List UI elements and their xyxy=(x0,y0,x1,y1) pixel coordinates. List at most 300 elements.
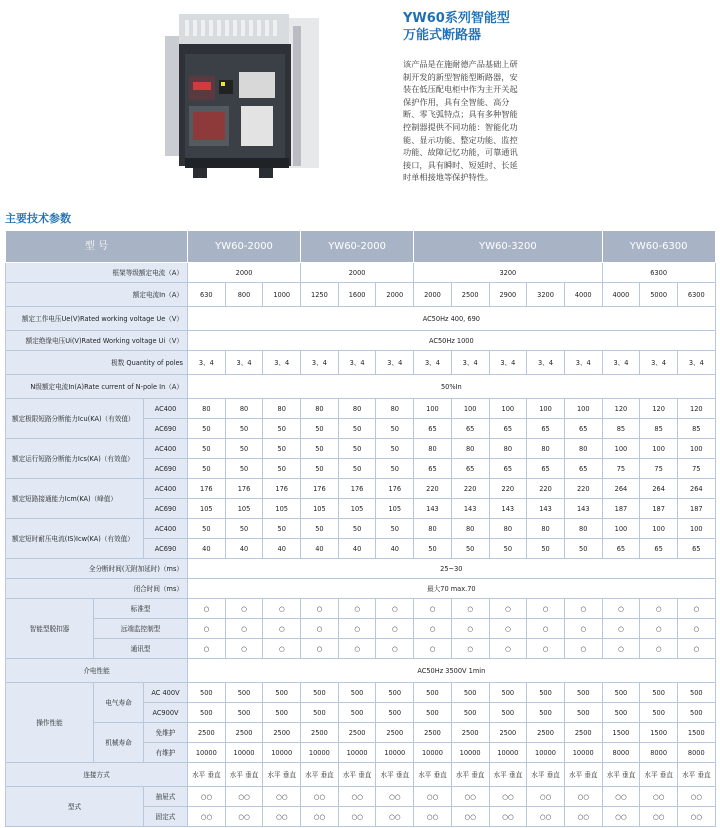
mechanical-life-cell: 10000 xyxy=(225,743,263,763)
trip-unit-cell: ○ xyxy=(527,619,565,639)
mechanical-life-cell: 2500 xyxy=(263,723,301,743)
poles-cell: 3、4 xyxy=(414,351,452,375)
trip-unit-cell: ○ xyxy=(225,639,263,659)
trip-unit-cell: ○ xyxy=(451,619,489,639)
icw-cell: 50 xyxy=(188,519,226,539)
icm-cell: 176 xyxy=(188,479,226,499)
type-cell: ○○ xyxy=(451,787,489,807)
type-cell: ○○ xyxy=(301,807,339,827)
icm-cell: 105 xyxy=(188,499,226,519)
mechanical-life-cell: 2500 xyxy=(338,723,376,743)
icw-cell: 50 xyxy=(489,539,527,559)
close-time-value: 最大70 max.70 xyxy=(188,579,716,599)
trip-unit-cell: ○ xyxy=(414,619,452,639)
mechanical-life-cell: 1500 xyxy=(640,723,678,743)
icw-cell: 65 xyxy=(677,539,715,559)
rated-current-cell: 1600 xyxy=(338,283,376,307)
electrical-life-cell: 500 xyxy=(225,703,263,723)
poles-cell: 3、4 xyxy=(564,351,602,375)
type-cell: ○○ xyxy=(188,807,226,827)
icm-cell: 220 xyxy=(489,479,527,499)
mechanical-life-cell: 8000 xyxy=(640,743,678,763)
icu-cell: 80 xyxy=(376,399,414,419)
frame-current-row xyxy=(6,263,716,283)
trip-unit-cell: ○ xyxy=(263,599,301,619)
mechanical-life-cell: 10000 xyxy=(263,743,301,763)
circuit-breaker-photo xyxy=(163,6,327,182)
icu-cell: 50 xyxy=(301,419,339,439)
ics-cell: 65 xyxy=(564,459,602,479)
icw-cell: 100 xyxy=(640,519,678,539)
n-pole-row xyxy=(6,375,716,399)
break-time-value: 25~30 xyxy=(188,559,716,579)
type-cell: ○○ xyxy=(677,787,715,807)
electrical-life-cell: 500 xyxy=(564,683,602,703)
product-title-line2: 万能式断路器 xyxy=(403,28,482,43)
rated-current-cell: 1000 xyxy=(263,283,301,307)
icm-cell: 105 xyxy=(225,499,263,519)
icu-row xyxy=(6,399,716,419)
icu-voltage: AC400 xyxy=(144,399,188,419)
type-cell: ○○ xyxy=(376,807,414,827)
spec-table xyxy=(5,230,716,827)
trip-unit-cell: ○ xyxy=(564,639,602,659)
type-cell: ○○ xyxy=(376,787,414,807)
frame-current-value: 6300 xyxy=(602,263,715,283)
icw-cell: 50 xyxy=(564,539,602,559)
ics-cell: 50 xyxy=(188,439,226,459)
trip-unit-row xyxy=(6,599,716,619)
connection-cell: 水平 垂直 xyxy=(564,763,602,787)
icw-cell: 80 xyxy=(489,519,527,539)
icu-cell: 80 xyxy=(338,399,376,419)
electrical-life-cell: 500 xyxy=(640,683,678,703)
trip-unit-cell: ○ xyxy=(414,639,452,659)
icw-cell: 50 xyxy=(414,539,452,559)
ics-cell: 50 xyxy=(376,439,414,459)
ics-cell: 65 xyxy=(414,459,452,479)
electrical-life-cell: 500 xyxy=(414,703,452,723)
header-row xyxy=(6,231,716,263)
icm-cell: 264 xyxy=(602,479,640,499)
icm-cell: 220 xyxy=(451,479,489,499)
rated-current-cell: 5000 xyxy=(640,283,678,307)
icw-cell: 80 xyxy=(451,519,489,539)
icm-cell: 220 xyxy=(564,479,602,499)
icu-cell: 65 xyxy=(527,419,565,439)
icm-voltage: AC400 xyxy=(144,479,188,499)
rated-current-cell: 800 xyxy=(225,283,263,307)
type-cell: ○○ xyxy=(602,807,640,827)
mechanical-life-cell: 2500 xyxy=(489,723,527,743)
icm-voltage: AC690 xyxy=(144,499,188,519)
electrical-life-cell: 500 xyxy=(527,703,565,723)
frame-current-value: 2000 xyxy=(188,263,301,283)
type-cell: ○○ xyxy=(564,787,602,807)
mechanical-life-cell: 2500 xyxy=(451,723,489,743)
electrical-life-cell: 500 xyxy=(376,703,414,723)
icm-cell: 264 xyxy=(640,479,678,499)
icm-cell: 105 xyxy=(376,499,414,519)
trip-unit-cell: ○ xyxy=(301,639,339,659)
electrical-life-cell: 500 xyxy=(451,703,489,723)
type-cell: ○○ xyxy=(527,787,565,807)
close-time-row xyxy=(6,579,716,599)
mechanical-life-cell: 2500 xyxy=(301,723,339,743)
ics-cell: 100 xyxy=(640,439,678,459)
rated-current-cell: 2900 xyxy=(489,283,527,307)
electrical-life-cell: 500 xyxy=(338,683,376,703)
trip-unit-cell: ○ xyxy=(489,639,527,659)
rated-current-label: 额定电流In（A） xyxy=(6,283,188,307)
ics-cell: 100 xyxy=(677,439,715,459)
mechanical-life-cell: 10000 xyxy=(564,743,602,763)
icw-cell: 80 xyxy=(527,519,565,539)
icw-cell: 40 xyxy=(263,539,301,559)
icw-cell: 100 xyxy=(677,519,715,539)
trip-unit-type: 远端监控制型 xyxy=(94,619,188,639)
icm-cell: 105 xyxy=(301,499,339,519)
mechanical-life-cell: 10000 xyxy=(376,743,414,763)
type-cell: ○○ xyxy=(188,787,226,807)
icu-cell: 120 xyxy=(677,399,715,419)
icw-label: 额定短时耐压电流(IS)Icw(KA)（有效值） xyxy=(6,519,144,559)
poles-cell: 3、4 xyxy=(677,351,715,375)
trip-unit-cell: ○ xyxy=(677,639,715,659)
electrical-life-voltage: AC 400V xyxy=(144,683,188,703)
product-title xyxy=(403,10,510,44)
trip-unit-type: 通讯型 xyxy=(94,639,188,659)
rated-current-cell: 6300 xyxy=(677,283,715,307)
type-name: 抽屉式 xyxy=(144,787,188,807)
icm-cell: 187 xyxy=(677,499,715,519)
dielectric-row xyxy=(6,659,716,683)
connection-cell: 水平 垂直 xyxy=(451,763,489,787)
connection-cell: 水平 垂直 xyxy=(489,763,527,787)
icw-cell: 40 xyxy=(188,539,226,559)
icu-cell: 50 xyxy=(376,419,414,439)
mechanical-life-cell: 10000 xyxy=(489,743,527,763)
trip-unit-cell: ○ xyxy=(564,619,602,639)
trip-unit-cell: ○ xyxy=(338,619,376,639)
mechanical-life-cell: 8000 xyxy=(677,743,715,763)
icu-cell: 100 xyxy=(489,399,527,419)
icu-cell: 100 xyxy=(564,399,602,419)
ics-cell: 80 xyxy=(527,439,565,459)
mechanical-life-cell: 2500 xyxy=(414,723,452,743)
icu-cell: 65 xyxy=(489,419,527,439)
type-cell: ○○ xyxy=(338,807,376,827)
operation-row xyxy=(6,723,716,743)
icm-cell: 176 xyxy=(338,479,376,499)
icu-cell: 80 xyxy=(188,399,226,419)
operation-label: 操作性能 xyxy=(6,683,94,763)
mechanical-life-cell: 10000 xyxy=(414,743,452,763)
trip-unit-cell: ○ xyxy=(188,639,226,659)
type-cell: ○○ xyxy=(301,787,339,807)
icw-cell: 50 xyxy=(376,519,414,539)
icm-row xyxy=(6,479,716,499)
icu-cell: 80 xyxy=(301,399,339,419)
mechanical-life-label: 机械寿命 xyxy=(94,723,144,763)
electrical-life-cell: 500 xyxy=(301,703,339,723)
icw-cell: 40 xyxy=(376,539,414,559)
icm-cell: 143 xyxy=(564,499,602,519)
electrical-life-cell: 500 xyxy=(338,703,376,723)
type-cell: ○○ xyxy=(414,807,452,827)
icm-cell: 220 xyxy=(414,479,452,499)
ics-cell: 50 xyxy=(301,439,339,459)
ics-cell: 50 xyxy=(225,439,263,459)
trip-unit-cell: ○ xyxy=(376,599,414,619)
type-cell: ○○ xyxy=(677,807,715,827)
icw-cell: 80 xyxy=(564,519,602,539)
trip-unit-cell: ○ xyxy=(338,639,376,659)
ue-row xyxy=(6,307,716,331)
icm-cell: 143 xyxy=(489,499,527,519)
electrical-life-cell: 500 xyxy=(301,683,339,703)
trip-unit-cell: ○ xyxy=(527,639,565,659)
icw-cell: 50 xyxy=(263,519,301,539)
connection-cell: 水平 垂直 xyxy=(376,763,414,787)
trip-unit-label: 智能型脱扣器 xyxy=(6,599,94,659)
icu-cell: 85 xyxy=(640,419,678,439)
connection-cell: 水平 垂直 xyxy=(527,763,565,787)
icu-cell: 50 xyxy=(263,419,301,439)
product-title-line1: YW60系列智能型 xyxy=(403,11,510,26)
trip-unit-cell: ○ xyxy=(301,619,339,639)
trip-unit-cell: ○ xyxy=(602,639,640,659)
connection-label: 连接方式 xyxy=(6,763,188,787)
mechanical-life-cell: 2500 xyxy=(527,723,565,743)
trip-unit-cell: ○ xyxy=(640,619,678,639)
icu-cell: 120 xyxy=(640,399,678,419)
frame-current-value: 2000 xyxy=(301,263,414,283)
icw-cell: 50 xyxy=(225,519,263,539)
type-row xyxy=(6,787,716,807)
ui-row xyxy=(6,331,716,351)
rated-current-cell: 3200 xyxy=(527,283,565,307)
frame-current-value: 3200 xyxy=(414,263,602,283)
ics-cell: 50 xyxy=(263,459,301,479)
trip-unit-cell: ○ xyxy=(301,599,339,619)
mechanical-life-cell: 10000 xyxy=(301,743,339,763)
electrical-life-cell: 500 xyxy=(677,703,715,723)
icw-cell: 40 xyxy=(338,539,376,559)
icm-cell: 105 xyxy=(338,499,376,519)
trip-unit-cell: ○ xyxy=(376,619,414,639)
poles-cell: 3、4 xyxy=(301,351,339,375)
electrical-life-cell: 500 xyxy=(376,683,414,703)
trip-unit-cell: ○ xyxy=(451,639,489,659)
rated-current-cell: 2000 xyxy=(414,283,452,307)
icu-label: 额定极限短路分断能力Icu(KA)（有效值） xyxy=(6,399,144,439)
ics-label: 额定运行短路分断能力Ics(KA)（有效值） xyxy=(6,439,144,479)
icw-cell: 50 xyxy=(301,519,339,539)
electrical-life-cell: 500 xyxy=(489,683,527,703)
connection-cell: 水平 垂直 xyxy=(414,763,452,787)
trip-unit-row xyxy=(6,619,716,639)
type-cell: ○○ xyxy=(564,807,602,827)
ics-cell: 100 xyxy=(602,439,640,459)
type-cell: ○○ xyxy=(451,807,489,827)
icw-cell: 100 xyxy=(602,519,640,539)
icw-cell: 40 xyxy=(225,539,263,559)
poles-cell: 3、4 xyxy=(225,351,263,375)
type-label: 型式 xyxy=(6,787,144,827)
trip-unit-cell: ○ xyxy=(263,619,301,639)
break-time-label: 全分断时间(无附加延时)（ms） xyxy=(6,559,188,579)
electrical-life-cell: 500 xyxy=(640,703,678,723)
trip-unit-cell: ○ xyxy=(414,599,452,619)
ics-cell: 65 xyxy=(527,459,565,479)
mechanical-life-type: 有维护 xyxy=(144,743,188,763)
icu-cell: 80 xyxy=(225,399,263,419)
frame-current-label: 框架等级额定电流（A） xyxy=(6,263,188,283)
icu-cell: 50 xyxy=(225,419,263,439)
type-cell: ○○ xyxy=(263,787,301,807)
connection-cell: 水平 垂直 xyxy=(263,763,301,787)
electrical-life-cell: 500 xyxy=(188,683,226,703)
type-cell: ○○ xyxy=(640,807,678,827)
electrical-life-cell: 500 xyxy=(451,683,489,703)
ui-label: 额定绝缘电压Ui(V)Rated Working voltage Ui（V） xyxy=(6,331,188,351)
rated-current-cell: 2000 xyxy=(376,283,414,307)
header-model-3: YW60-3200 xyxy=(414,231,602,263)
product-description: 该产品是在施耐德产品基础上研制开发的新型智能型断路器，安装在低压配电柜中作为主开关起保护作用，具有全智能、高分断、零飞弧特点；具有多种智能控制器提供不同功能：智能化功能、显示功能、整定功能、监控功能、故障记忆功能，可靠通讯接口，具有瞬时、短延时、长延时单相接地等保护特性。 xyxy=(403,59,518,183)
icm-cell: 176 xyxy=(376,479,414,499)
icw-cell: 65 xyxy=(602,539,640,559)
icm-cell: 187 xyxy=(602,499,640,519)
connection-cell: 水平 垂直 xyxy=(301,763,339,787)
trip-unit-cell: ○ xyxy=(451,599,489,619)
trip-unit-cell: ○ xyxy=(640,599,678,619)
icu-cell: 50 xyxy=(188,419,226,439)
type-cell: ○○ xyxy=(225,807,263,827)
electrical-life-cell: 500 xyxy=(263,683,301,703)
poles-cell: 3、4 xyxy=(489,351,527,375)
poles-cell: 3、4 xyxy=(451,351,489,375)
poles-cell: 3、4 xyxy=(338,351,376,375)
electrical-life-cell: 500 xyxy=(602,703,640,723)
icu-cell: 65 xyxy=(564,419,602,439)
electrical-life-cell: 500 xyxy=(677,683,715,703)
type-cell: ○○ xyxy=(338,787,376,807)
close-time-label: 闭合时间（ms） xyxy=(6,579,188,599)
ics-cell: 65 xyxy=(489,459,527,479)
ue-value: AC50Hz 400, 690 xyxy=(188,307,716,331)
rated-current-row xyxy=(6,283,716,307)
ics-voltage: AC400 xyxy=(144,439,188,459)
rated-current-cell: 4000 xyxy=(564,283,602,307)
mechanical-life-cell: 10000 xyxy=(527,743,565,763)
mechanical-life-cell: 1500 xyxy=(677,723,715,743)
icu-cell: 100 xyxy=(451,399,489,419)
dielectric-label: 介电性能 xyxy=(6,659,188,683)
icw-cell: 40 xyxy=(301,539,339,559)
ics-cell: 80 xyxy=(489,439,527,459)
icu-cell: 65 xyxy=(414,419,452,439)
ics-cell: 50 xyxy=(338,439,376,459)
icm-label: 额定短路接通能力Icm(KA)（峰值） xyxy=(6,479,144,519)
section-title: 主要技术参数 xyxy=(5,212,71,225)
icw-cell: 50 xyxy=(527,539,565,559)
mechanical-life-cell: 10000 xyxy=(188,743,226,763)
poles-cell: 3、4 xyxy=(263,351,301,375)
trip-unit-cell: ○ xyxy=(527,599,565,619)
rated-current-cell: 2500 xyxy=(451,283,489,307)
trip-unit-cell: ○ xyxy=(677,599,715,619)
icu-cell: 85 xyxy=(677,419,715,439)
trip-unit-cell: ○ xyxy=(489,599,527,619)
header-model-1: YW60-2000 xyxy=(188,231,301,263)
ics-cell: 80 xyxy=(414,439,452,459)
electrical-life-cell: 500 xyxy=(263,703,301,723)
icm-cell: 220 xyxy=(527,479,565,499)
icm-cell: 176 xyxy=(301,479,339,499)
icw-cell: 80 xyxy=(414,519,452,539)
mechanical-life-type: 免维护 xyxy=(144,723,188,743)
electrical-life-cell: 500 xyxy=(564,703,602,723)
operation-row xyxy=(6,683,716,703)
ics-cell: 50 xyxy=(338,459,376,479)
ics-cell: 50 xyxy=(188,459,226,479)
trip-unit-cell: ○ xyxy=(188,619,226,639)
electrical-life-cell: 500 xyxy=(225,683,263,703)
connection-cell: 水平 垂直 xyxy=(188,763,226,787)
dielectric-value: AC50Hz 3500V 1min xyxy=(188,659,716,683)
type-cell: ○○ xyxy=(489,787,527,807)
type-cell: ○○ xyxy=(602,787,640,807)
icm-cell: 176 xyxy=(263,479,301,499)
icw-voltage: AC400 xyxy=(144,519,188,539)
trip-unit-cell: ○ xyxy=(564,599,602,619)
trip-unit-cell: ○ xyxy=(376,639,414,659)
connection-cell: 水平 垂直 xyxy=(677,763,715,787)
ui-value: AC50Hz 1000 xyxy=(188,331,716,351)
ics-cell: 75 xyxy=(640,459,678,479)
electrical-life-cell: 500 xyxy=(527,683,565,703)
header-model-4: YW60-6300 xyxy=(602,231,715,263)
trip-unit-cell: ○ xyxy=(225,619,263,639)
ics-cell: 80 xyxy=(564,439,602,459)
mechanical-life-cell: 2500 xyxy=(376,723,414,743)
mechanical-life-cell: 1500 xyxy=(602,723,640,743)
trip-unit-cell: ○ xyxy=(677,619,715,639)
n-pole-label: N级额定电流In(A)Rate current of N-pole In（A） xyxy=(6,375,188,399)
electrical-life-cell: 500 xyxy=(188,703,226,723)
trip-unit-cell: ○ xyxy=(263,639,301,659)
icm-cell: 143 xyxy=(527,499,565,519)
ics-cell: 75 xyxy=(602,459,640,479)
rated-current-cell: 4000 xyxy=(602,283,640,307)
n-pole-value: 50%In xyxy=(188,375,716,399)
poles-label: 极数 Quantity of poles xyxy=(6,351,188,375)
ics-cell: 75 xyxy=(677,459,715,479)
type-cell: ○○ xyxy=(527,807,565,827)
type-cell: ○○ xyxy=(640,787,678,807)
icu-cell: 65 xyxy=(451,419,489,439)
icm-cell: 187 xyxy=(640,499,678,519)
trip-unit-cell: ○ xyxy=(602,599,640,619)
icu-cell: 50 xyxy=(338,419,376,439)
mechanical-life-cell: 10000 xyxy=(451,743,489,763)
ics-cell: 50 xyxy=(263,439,301,459)
icw-voltage: AC690 xyxy=(144,539,188,559)
poles-cell: 3、4 xyxy=(527,351,565,375)
mechanical-life-cell: 2500 xyxy=(564,723,602,743)
electrical-life-voltage: AC900V xyxy=(144,703,188,723)
